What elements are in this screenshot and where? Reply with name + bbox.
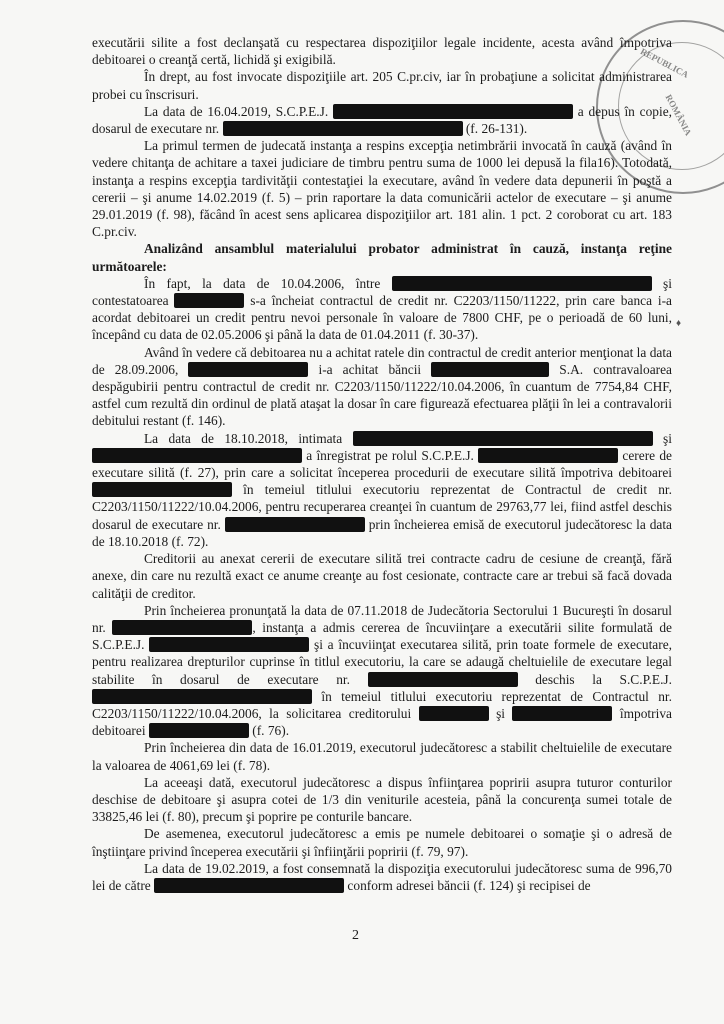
paragraph bbox=[92, 739, 672, 773]
redaction-bar bbox=[92, 482, 232, 497]
paragraph bbox=[92, 275, 672, 344]
paragraph-text: conform adresei băncii (f. 124) şi recipisei de bbox=[344, 877, 591, 893]
page-number: 2 bbox=[352, 928, 359, 943]
redaction-bar bbox=[188, 362, 308, 377]
paragraph-text: şi bbox=[652, 430, 672, 446]
paragraph-text: a depus în copie, dosarul de executare nr. bbox=[92, 103, 672, 137]
paragraph-text: , instanţa a admis cererea de încuviinţare a executării silite formulată de S.C.P.E.J. bbox=[92, 619, 672, 653]
paragraph-text: cerere de executare silită (f. 27), prin care a solicitat începerea procedurii de executare silită împotriva debitoarei bbox=[92, 447, 672, 481]
redaction-bar bbox=[174, 293, 244, 308]
paragraph bbox=[92, 550, 672, 602]
paragraph-text: La data de 19.02.2019, a fost consemnată la dispoziţia executorului judecătoresc suma de 996,70 lei de către bbox=[92, 860, 672, 893]
paragraph bbox=[92, 68, 672, 102]
paragraph-text: La data de 16.04.2019, S.C.P.E.J. bbox=[144, 103, 333, 119]
redaction-bar bbox=[225, 517, 365, 532]
redaction-bar bbox=[149, 723, 249, 738]
redaction-bar bbox=[92, 689, 312, 704]
redaction-bar bbox=[392, 276, 652, 291]
paragraph bbox=[92, 344, 672, 430]
paragraph-text: prin încheierea emisă de executorul judecătoresc la data de 18.10.2018 (f. 72). bbox=[92, 516, 673, 549]
paragraph-text: în temeiul titlului executoriu reprezentat de Contractul nr. C2203/1150/11222/10.04.2006, la solicitarea creditorului bbox=[92, 688, 672, 721]
redaction-bar bbox=[112, 620, 252, 635]
paragraph-text: împotriva debitoarei bbox=[92, 705, 672, 739]
paragraph bbox=[92, 430, 672, 550]
redaction-bar bbox=[92, 448, 302, 463]
paragraph-text: S.A. contravaloarea despăgubirii pentru contractul de credit nr. C2203/1150/11222/10.04.2006, în cuantum de 7754,84 CHF, astfel cum rezultă din ordinul de plată ataşat la dosar în care figurează efectuarea plăţii în lei a contravalorii debitului restant (f. 146). bbox=[92, 361, 672, 429]
paragraph-text: Prin încheierea pronunţată la data de 07.11.2018 de Judecătoria Sectorului 1 Bucureşti în dosarul nr. bbox=[92, 602, 672, 635]
redaction-bar bbox=[223, 121, 463, 136]
paragraph-text: executării silite a fost declanşată cu respectarea dispoziţiilor legale incidente, acesta având împotriva debitoarei o creanţă certă, lichidă şi exigibilă. bbox=[92, 35, 672, 68]
paragraph bbox=[92, 103, 672, 137]
paragraph-text: şi bbox=[488, 705, 513, 721]
document-body bbox=[92, 34, 672, 894]
redaction-bar bbox=[149, 637, 309, 652]
paragraph-text: deschis la S.C.P.E.J. bbox=[517, 671, 672, 687]
paragraph-text: La data de 18.10.2018, intimata bbox=[144, 430, 353, 446]
paragraph-text: De asemenea, executorul judecătoresc a emis pe numele debitoarei o somaţie şi o adresă de înştiinţare privind începerea executării şi înfiinţării popririi (f. 79, 97). bbox=[92, 826, 672, 859]
paragraph bbox=[92, 602, 672, 740]
paragraph bbox=[92, 774, 672, 826]
paragraph-text: În drept, au fost invocate dispoziţiile art. 205 C.pr.civ, iar în probaţiune a solicitat administrarea probei cu înscrisuri. bbox=[92, 69, 672, 102]
paragraph-text: (f. 76). bbox=[248, 723, 290, 739]
paragraph-text: Analizând ansamblul materialului probator administrat în cauză, instanţa reţine următoarele: bbox=[92, 241, 672, 274]
paragraph bbox=[92, 825, 672, 859]
paragraph-text: şi a încuviinţat executarea silită, prin toate formele de executare, pentru realizarea drepturilor cuprinse în titlul executoriu, la care se adaugă cheltuielile de executare legal stabilite în dosarul de executare nr. bbox=[92, 637, 672, 687]
redaction-bar bbox=[419, 706, 489, 721]
paragraph-text: În fapt, la data de 10.04.2006, între bbox=[144, 275, 392, 291]
paragraph-text: Prin încheierea din data de 16.01.2019, executorul judecătoresc a stabilit cheltuielile de executare la valoarea de 4061,69 lei (f. 78). bbox=[92, 740, 672, 773]
paragraph bbox=[92, 240, 672, 274]
paragraph bbox=[92, 137, 672, 240]
redaction-bar bbox=[431, 362, 549, 377]
redaction-bar bbox=[368, 672, 518, 687]
paragraph-text: Având în vedere că debitoarea nu a achitat ratele din contractul de credit anterior menţionat la data de 28.09.2006, bbox=[92, 344, 672, 377]
paragraph bbox=[92, 34, 672, 68]
paragraph-text: şi contestatoarea bbox=[92, 275, 672, 309]
stamp-text-2: ROMÂNIA bbox=[663, 92, 694, 138]
paragraph-text: s-a încheiat contractul de credit nr. C2203/1150/11222, prin care banca i-a acordat debitoarei un credit pentru nevoi personale în valoare de 7800 CHF, pe o perioadă de 60 luni, începând cu data de 02.05.2006 şi până la data de 01.04.2011 (f. 30-37). bbox=[92, 293, 672, 343]
redaction-bar bbox=[154, 878, 344, 893]
paragraph-text: La aceeaşi dată, executorul judecătoresc a dispus înfiinţarea popririi asupra tuturor conturilor deschise de debitoare şi asupra cotei de 1/3 din veniturile acesteia, până la concurenţa sumei totale de 33825,46 lei (f. 80), precum şi poprire pe conturile bancare. bbox=[92, 774, 672, 825]
redaction-bar bbox=[333, 104, 573, 119]
paragraph-text: i-a achitat băncii bbox=[308, 361, 432, 377]
redaction-bar bbox=[512, 706, 612, 721]
paragraph-text: (f. 26-131). bbox=[462, 121, 528, 137]
paragraph-text: în temeiul titlului executoriu reprezentat de Contractul de credit nr. C2203/1150/11222/10.04.2006, pentru recuperarea creanţei în cuantum de 29763,77 lei, fiind astfel deschis dosarul de executare nr. bbox=[92, 482, 672, 532]
stamp-text-1: REPUBLICA bbox=[638, 46, 691, 80]
paragraph-text: a înregistrat pe rolul S.C.P.E.J. bbox=[302, 447, 479, 463]
paragraph bbox=[92, 860, 672, 894]
margin-mark: ♦ bbox=[676, 318, 682, 329]
redaction-bar bbox=[478, 448, 618, 463]
redaction-bar bbox=[353, 431, 653, 446]
paragraph-text: Creditorii au anexat cererii de executare silită trei contracte cadru de cesiune de creanţă, fără anexe, din care nu rezultă exact ce anume creanţe au fost cesionate, contracte care ar trebui să facă dovada calităţii de creditor. bbox=[92, 551, 672, 601]
paragraph-text: La primul termen de judecată instanţa a respins excepţia netimbrării invocată în cauză (având în vedere chitanţa de achitare a taxei judiciare de timbru pentru suma de 1000 lei depusă la fila16). Totodată, instanţa a respins excepţia tardivităţii contestaţiei la executare, având în vedere data depunerii în poştă a cererii – şi anume 14.02.2019 (f. 5) – prin raportare la data comunicării actelor de executare – şi anume 29.01.2019 (f. 98), făcând în acest sens aplicarea dispoziţiilor art. 181 alin. 1 pct. 2 coroborat cu art. 183 C.pr.civ. bbox=[92, 138, 672, 240]
